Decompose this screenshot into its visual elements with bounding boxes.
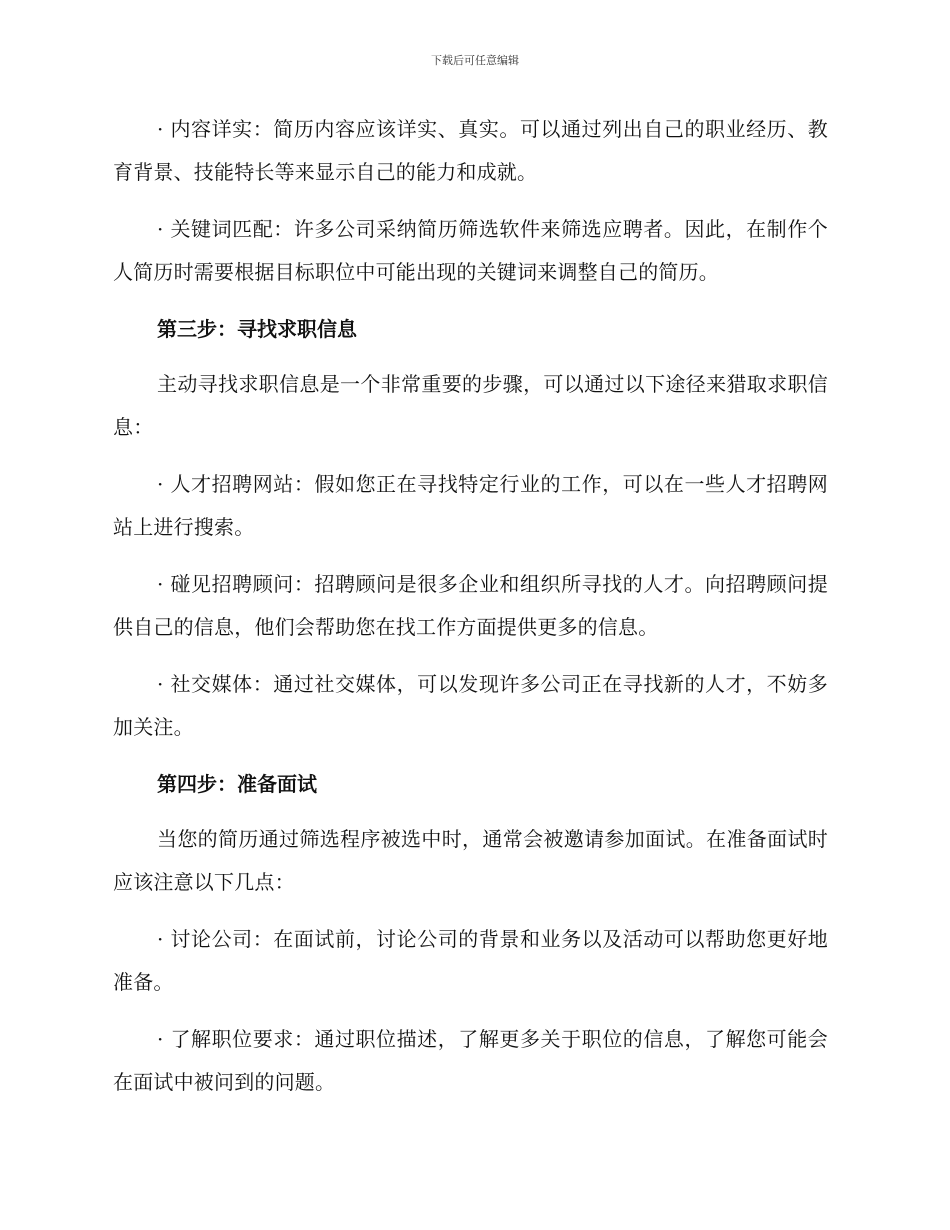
paragraph-job-requirements: · 了解职位要求：通过职位描述，了解更多关于职位的信息，了解您可能会在面试中被问到的问题。 [113, 1027, 828, 1094]
paragraph-job-search-intro: 主动寻找求职信息是一个非常重要的步骤，可以通过以下途径来猎取求职信息： [113, 372, 828, 439]
paragraph-keyword-match: · 关键词匹配：许多公司采纳简历筛选软件来筛选应聘者。因此，在制作个人简历时需要根据目标职位中可能出现的关键词来调整自己的简历。 [113, 217, 828, 284]
section-heading-step3: 第三步：寻找求职信息 [157, 317, 357, 341]
section-heading-step4: 第四步：准备面试 [157, 772, 317, 796]
paragraph-research-company: · 讨论公司：在面试前，讨论公司的背景和业务以及活动可以帮助您更好地准备。 [113, 927, 828, 994]
document-body [113, 108, 828, 1118]
paragraph-content-detail: · 内容详实：简历内容应该详实、真实。可以通过列出自己的职业经历、教育背景、技能特长等来显示自己的能力和成就。 [113, 117, 828, 184]
page-header: 下载后可任意编辑 [431, 54, 519, 67]
paragraph-interview-intro: 当您的简历通过筛选程序被选中时，通常会被邀请参加面试。在准备面试时应该注意以下几点： [113, 827, 828, 894]
paragraph-job-sites: · 人才招聘网站：假如您正在寻找特定行业的工作，可以在一些人才招聘网站上进行搜索。 [113, 472, 828, 539]
paragraph-recruiters: · 碰见招聘顾问：招聘顾问是很多企业和组织所寻找的人才。向招聘顾问提供自己的信息，他们会帮助您在找工作方面提供更多的信息。 [113, 572, 828, 639]
paragraph-social-media: · 社交媒体：通过社交媒体，可以发现许多公司正在寻找新的人才，不妨多加关注。 [113, 672, 828, 739]
